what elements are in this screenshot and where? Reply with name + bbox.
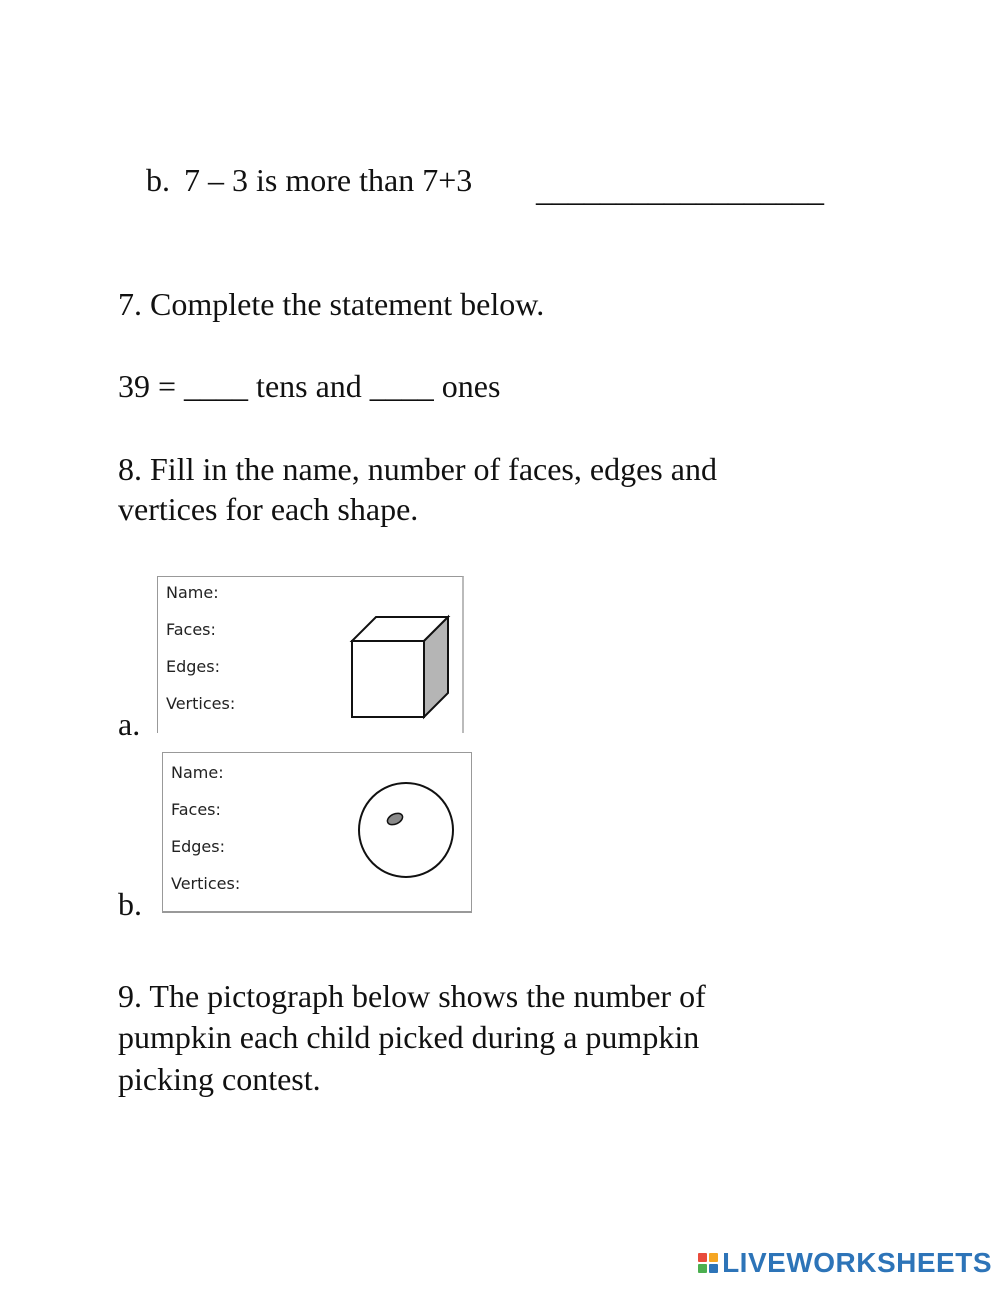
shape-b-vertices-field[interactable]: Vertices: [171,874,241,893]
cube-icon [338,601,458,721]
q6b-label: b. [146,162,170,198]
shape-a-card [157,576,464,733]
q7-statement: 39 = ____ tens and ____ ones [118,368,501,404]
logo-square-orange [709,1253,718,1262]
logo-square-blue [709,1264,718,1273]
shape-a-name-field[interactable]: Name: [166,583,219,602]
brand-name: LIVEWORKSHEETS [722,1247,992,1278]
logo-square-red [698,1253,707,1262]
shape-b-edges-field[interactable]: Edges: [171,837,225,856]
liveworksheets-logo [698,1245,992,1281]
shape-b-name-field[interactable]: Name: [171,763,224,782]
logo-square-green [698,1264,707,1273]
shape-a-faces-field[interactable]: Faces: [166,620,216,639]
q9-line3: picking contest. [118,1061,321,1097]
q6b-line [146,160,472,200]
shape-b-label: b. [118,886,142,922]
shape-a-vertices-field[interactable]: Vertices: [166,694,236,713]
logo-mark-icon [698,1253,718,1273]
shape-a-edges-field[interactable]: Edges: [166,657,220,676]
q6b-answer-blank[interactable]: __________________ [536,172,824,208]
q8-prompt-line1: 8. Fill in the name, number of faces, edges and [118,451,717,487]
q9-line2: pumpkin each child picked during a pumpkin [118,1019,700,1055]
q7-prompt: 7. Complete the statement below. [118,286,545,322]
q6b-statement: 7 – 3 is more than 7+3 [184,162,473,198]
q8-prompt-line2: vertices for each shape. [118,491,419,527]
q9-line1: 9. The pictograph below shows the number of [118,978,706,1014]
sphere-icon [351,775,461,885]
shape-b-card [162,752,472,913]
shape-a-label: a. [118,706,141,742]
shape-b-faces-field[interactable]: Faces: [171,800,221,819]
